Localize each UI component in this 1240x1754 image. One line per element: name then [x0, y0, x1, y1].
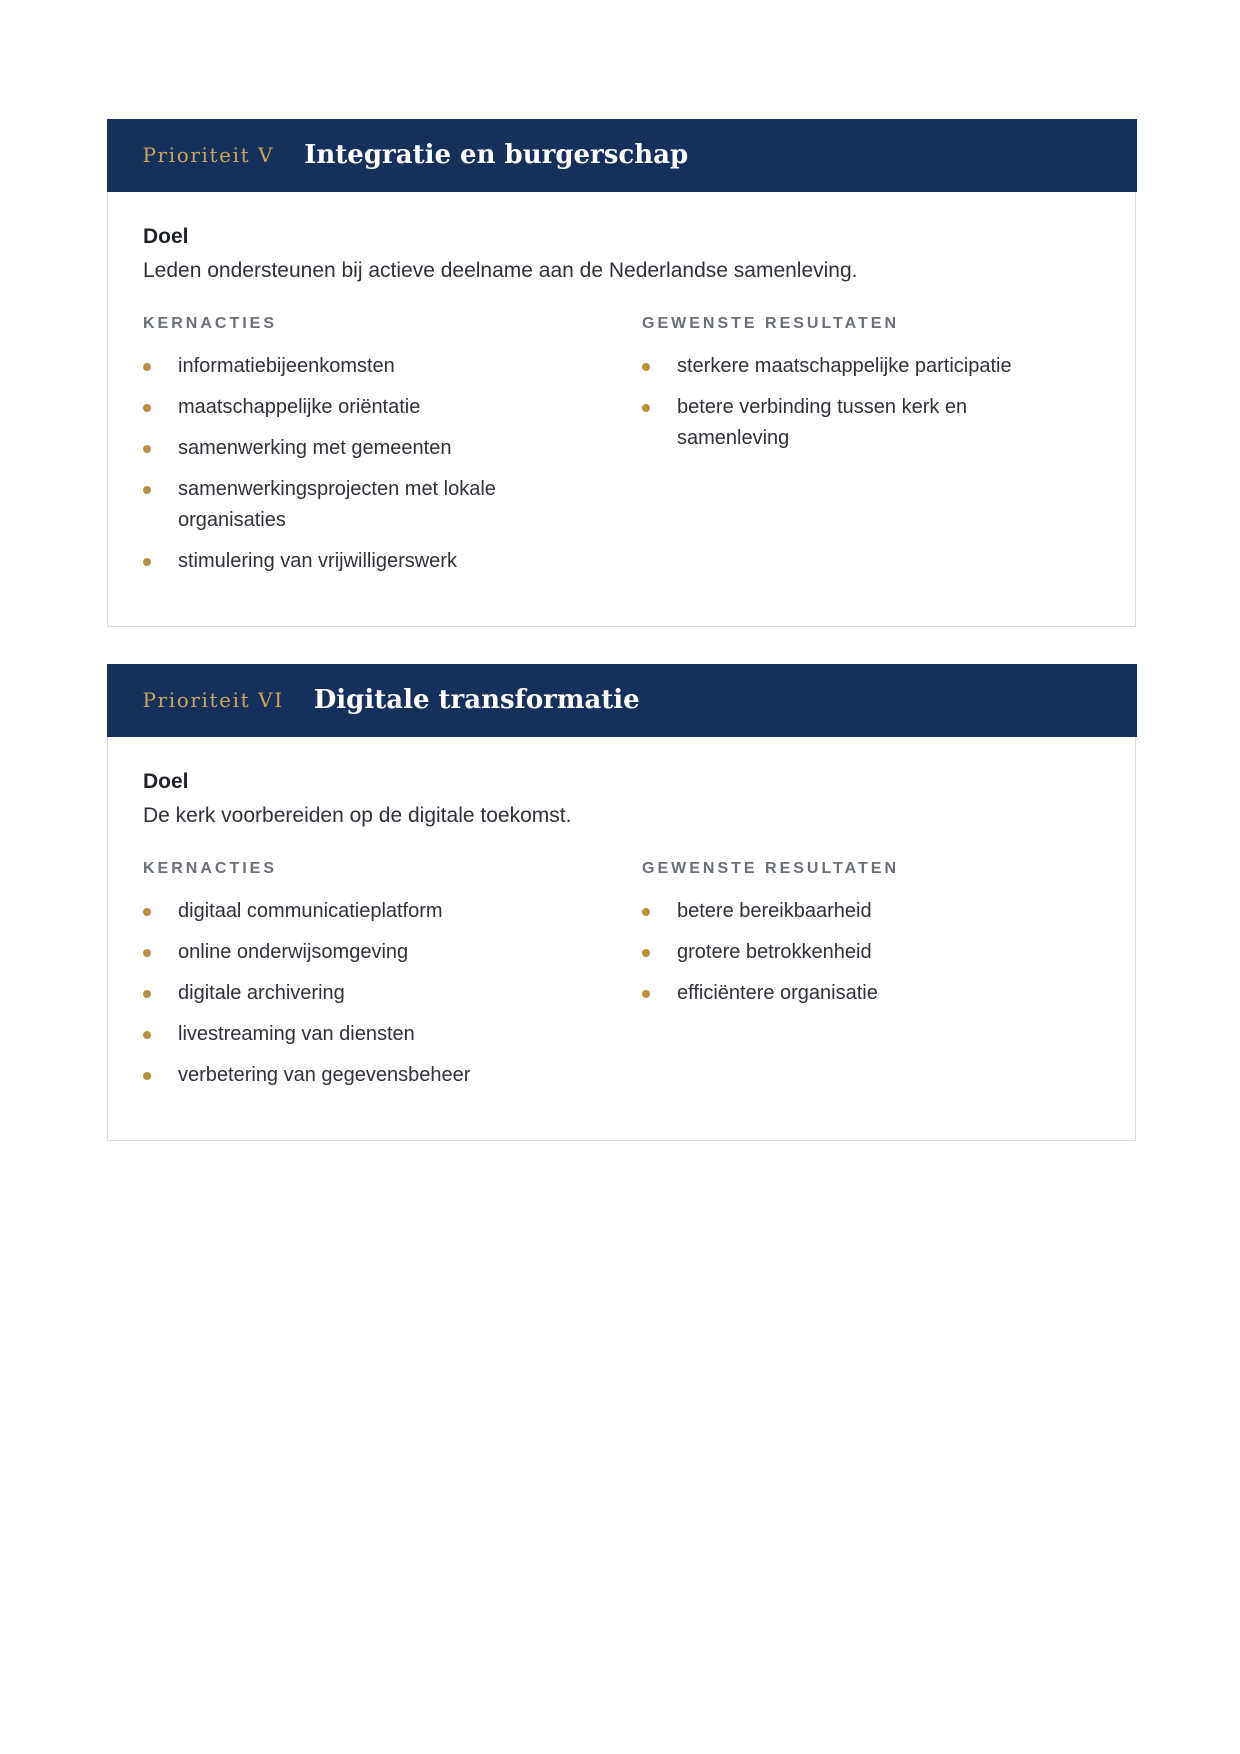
resultaten-column [642, 859, 1097, 1101]
list-item [143, 546, 642, 577]
priority-title: Digitale transformatie [313, 685, 640, 715]
priority-body [108, 192, 1135, 587]
list-item [143, 1019, 642, 1050]
bullet-icon [143, 558, 151, 566]
priority-label: Prioriteit V [142, 143, 275, 167]
list-item-text: samenwerkingsprojecten met lokale organisaties [178, 477, 496, 531]
priority-header [107, 119, 1137, 192]
list-item-text: digitale archivering [178, 981, 345, 1004]
priority-label: Prioriteit VI [142, 688, 284, 712]
list-item-text: digitaal communicatieplatform [178, 899, 443, 922]
list-item [143, 1060, 642, 1091]
list-item [143, 433, 642, 464]
list-item-text: stimulering van vrijwilligerswerk [178, 549, 457, 572]
list-item [642, 351, 1097, 382]
bullet-icon [143, 1072, 151, 1080]
kernacties-list [143, 896, 642, 1091]
list-item-text: samenwerking met gemeenten [178, 436, 452, 459]
list-item-text: grotere betrokkenheid [677, 940, 872, 963]
list-item-text: sterkere maatschappelijke participatie [677, 354, 1012, 377]
priority-title: Integratie en burgerschap [304, 140, 689, 170]
kernacties-list [143, 351, 642, 577]
list-item [143, 896, 642, 927]
doel-text: Leden ondersteunen bij actieve deelname aan de Nederlandse samenleving. [143, 258, 858, 282]
resultaten-column [642, 314, 1097, 587]
priority-card [107, 664, 1136, 1141]
priority-columns [143, 314, 1100, 587]
kernacties-heading: KERNACTIES [143, 859, 278, 877]
bullet-icon [143, 486, 151, 494]
bullet-icon [642, 990, 650, 998]
list-item-text: efficiëntere organisatie [677, 981, 878, 1004]
priority-columns [143, 859, 1100, 1101]
bullet-icon [642, 949, 650, 957]
list-item-text: betere bereikbaarheid [677, 899, 872, 922]
kernacties-column [143, 314, 642, 587]
resultaten-heading: GEWENSTE RESULTATEN [642, 859, 899, 877]
kernacties-heading: KERNACTIES [143, 314, 278, 332]
bullet-icon [143, 1031, 151, 1039]
list-item [642, 896, 1097, 927]
list-item-text: maatschappelijke oriëntatie [178, 395, 421, 418]
bullet-icon [642, 363, 650, 371]
bullet-icon [143, 949, 151, 957]
list-item [642, 937, 1097, 968]
kernacties-column [143, 859, 642, 1101]
list-item [642, 978, 1097, 1009]
list-item [642, 392, 1097, 454]
list-item [143, 978, 642, 1009]
priority-card [107, 119, 1136, 627]
priority-body [108, 737, 1135, 1101]
list-item [143, 392, 642, 423]
resultaten-heading: GEWENSTE RESULTATEN [642, 314, 899, 332]
resultaten-list [642, 896, 1097, 1009]
list-item-text: informatiebijeenkomsten [178, 354, 395, 377]
bullet-icon [642, 404, 650, 412]
list-item [143, 937, 642, 968]
list-item-text: livestreaming van diensten [178, 1022, 415, 1045]
bullet-icon [143, 908, 151, 916]
doel-heading: Doel [143, 224, 189, 248]
list-item-text: betere verbinding tussen kerk en samenleving [677, 395, 968, 449]
bullet-icon [143, 990, 151, 998]
bullet-icon [642, 908, 650, 916]
bullet-icon [143, 363, 151, 371]
bullet-icon [143, 445, 151, 453]
list-item-text: verbetering van gegevensbeheer [178, 1063, 471, 1086]
resultaten-list [642, 351, 1097, 454]
list-item [143, 351, 642, 382]
doel-text: De kerk voorbereiden op de digitale toekomst. [143, 803, 572, 827]
doel-heading: Doel [143, 769, 189, 793]
bullet-icon [143, 404, 151, 412]
list-item-text: online onderwijsomgeving [178, 940, 409, 963]
priority-header [107, 664, 1137, 737]
list-item [143, 474, 642, 536]
